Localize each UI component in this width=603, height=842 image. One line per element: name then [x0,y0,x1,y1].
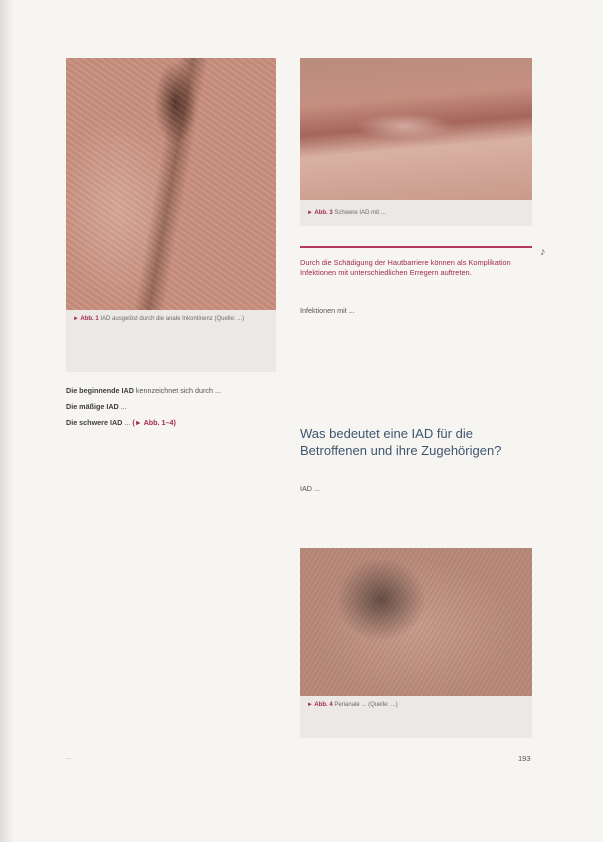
figure-1-caption-label: ► Abb. 1 [73,316,99,322]
figure-reference-link[interactable]: (► Abb. 1–4) [132,418,176,428]
paragraph-moderate-iad [66,402,276,412]
lead-beginning-iad: Die beginnende IAD [66,386,134,395]
figure-3-caption-label: ► Abb. 3 [307,210,333,216]
page-number: 193 [518,754,531,763]
text-moderate-iad: ... [120,402,127,412]
text-beginning-iad: kennzeichnet sich durch ... [135,386,221,395]
figure-4-caption-text: Perianale ... (Quelle: ...) [334,702,398,708]
figure-3-caption [300,200,532,226]
figure-3-caption-text: Schwere IAD mit ... [334,210,386,216]
figure-3-photo [300,58,532,200]
lead-severe-iad: Die schwere IAD [66,418,123,428]
text-severe-iad: ... [124,418,131,428]
figure-4-photo [300,548,532,696]
journal-footer: ... [66,755,72,761]
figure-4-caption-label: ► Abb. 4 [307,702,333,708]
section-heading: Was bedeutet eine IAD für die Betroffenen und ihre Zugehörigen? [300,426,502,458]
right-top-paragraph: Infektionen mit ... [300,306,355,315]
pencil-mark-icon: ♪ [540,246,546,258]
figure-4-caption [300,696,532,738]
page-edge-shadow [0,0,14,842]
figure-1-caption [66,310,276,372]
figure-1-caption-text: IAD ausgelöst durch die anale Inkontinenz (Quelle: ...) [100,316,245,322]
left-column [66,386,276,435]
right-column-bottom [300,484,532,500]
paragraph-severe-iad [66,418,276,428]
lead-moderate-iad: Die mäßige IAD [66,402,119,412]
figure-1-photo [66,58,276,310]
right-bottom-paragraph: IAD ... [300,484,320,493]
right-column-top [300,306,532,322]
paragraph-beginning-iad [66,386,276,396]
pull-quote: Durch die Schädigung der Hautbarriere können als Komplikation Infektionen mit unterschiedlichen Erregern auftreten. [300,246,532,279]
